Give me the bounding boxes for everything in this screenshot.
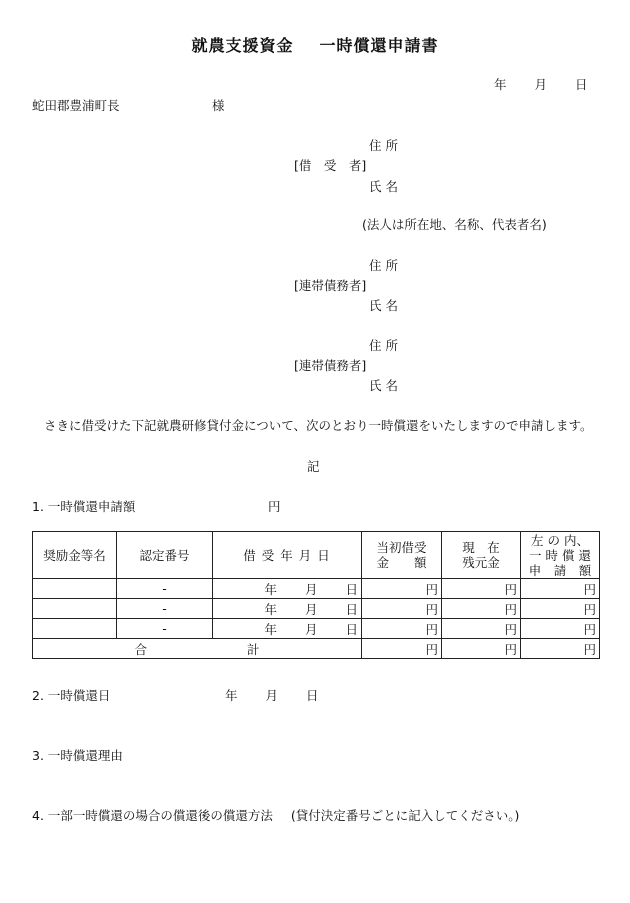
cell-cert-number[interactable]: - [117,599,213,619]
total-label-b: 計 [247,641,260,657]
item-4-number: 4. [32,808,44,823]
item-3-label: 一時償還理由 [47,748,123,763]
cell-cert-number[interactable]: - [117,579,213,599]
guarantor-2-name-label: 氏 名 [369,378,398,393]
header-subsidy-name: 奨励金等名 [33,532,117,579]
total-label [33,639,362,659]
item-1-label: 一時償還申請額 [47,499,136,514]
total-repay-amount[interactable]: 円 [521,639,600,659]
addressee-name: 蛇田郡豊浦町長 [32,98,120,113]
repayment-table [32,531,600,659]
date-year-label: 年 [264,601,277,617]
cell-current-balance[interactable]: 円 [442,599,521,619]
table-header-row [33,532,600,579]
header-repay-amount: 左 の 内、 一 時 償 還 申 請 額 [521,532,600,579]
guarantor-1-role: [連帯債務者] [294,278,367,293]
date-day-label: 日 [345,581,358,597]
total-current-balance[interactable]: 円 [442,639,521,659]
date-year: 年 [494,77,507,92]
guarantor-2-address-label: 住 所 [369,338,398,353]
title-main: 就農支援資金 [191,36,294,55]
page-title [0,33,630,56]
cell-repay-amount[interactable]: 円 [521,619,600,639]
date-day: 日 [575,77,588,92]
borrower-address-label: 住 所 [369,138,398,153]
table-total-row [33,639,600,659]
guarantor-2-role: [連帯債務者] [294,358,367,373]
item-2-date [225,686,319,704]
date-month: 月 [534,77,548,92]
date-day-label: 日 [345,621,358,637]
header-borrow-date: 借 受 年 月 日 [213,532,362,579]
item-1-number: 1. [32,499,44,514]
table-row [33,619,600,639]
item-2-heading [32,686,110,704]
item-1-unit: 円 [268,499,281,514]
cell-current-balance[interactable]: 円 [442,579,521,599]
cell-repay-amount[interactable]: 円 [521,599,600,619]
date-year-label: 年 [264,581,277,597]
cell-borrow-date[interactable] [213,599,362,619]
title-sub: 一時償還申請書 [319,36,439,55]
cell-initial-amount[interactable]: 円 [362,619,442,639]
intro-text: さきに借受けた下記就農研修貸付金について、次のとおり一時償還をいたしますので申請します。 [44,418,593,433]
cell-subsidy-name[interactable] [33,579,117,599]
cell-subsidy-name[interactable] [33,599,117,619]
item-3-number: 3. [32,748,44,763]
item-2-number: 2. [32,688,44,703]
item-1-heading [32,497,135,515]
header-cert-number: 認定番号 [117,532,213,579]
item-3-heading [32,746,123,764]
date-line [494,75,588,93]
date-month-label: 月 [304,601,318,617]
borrower-name-label: 氏 名 [369,179,398,194]
date-day-label: 日 [345,601,358,617]
total-label-a: 合 [134,641,147,657]
item-2-day: 日 [306,688,319,703]
date-year-label: 年 [264,621,277,637]
item-2-label: 一時償還日 [47,688,111,703]
item-4-heading [32,806,519,824]
table-row [33,599,600,619]
total-initial-amount[interactable]: 円 [362,639,442,659]
date-month-label: 月 [304,621,318,637]
table-row [33,579,600,599]
cell-borrow-date[interactable] [213,619,362,639]
item-4-note: (貸付決定番号ごとに記入してください。) [290,808,520,823]
borrower-role: [借 受 者] [294,158,367,173]
cell-borrow-date[interactable] [213,579,362,599]
guarantor-1-name-label: 氏 名 [369,298,398,313]
item-4-label: 一部一時償還の場合の償還後の償還方法 [47,808,273,823]
cell-subsidy-name[interactable] [33,619,117,639]
cell-initial-amount[interactable]: 円 [362,599,442,619]
date-month-label: 月 [304,581,318,597]
cell-initial-amount[interactable]: 円 [362,579,442,599]
item-2-year: 年 [225,688,238,703]
addressee-honorific: 様 [212,98,225,113]
item-2-month: 月 [265,688,279,703]
guarantor-1-address-label: 住 所 [369,258,398,273]
header-current-balance: 現 在 残元金 [442,532,521,579]
header-initial-amount: 当初借受 金 額 [362,532,442,579]
cell-cert-number[interactable]: - [117,619,213,639]
cell-repay-amount[interactable]: 円 [521,579,600,599]
cell-current-balance[interactable]: 円 [442,619,521,639]
borrower-note: (法人は所在地、名称、代表者名) [362,217,547,232]
ki-heading: 記 [307,459,320,474]
